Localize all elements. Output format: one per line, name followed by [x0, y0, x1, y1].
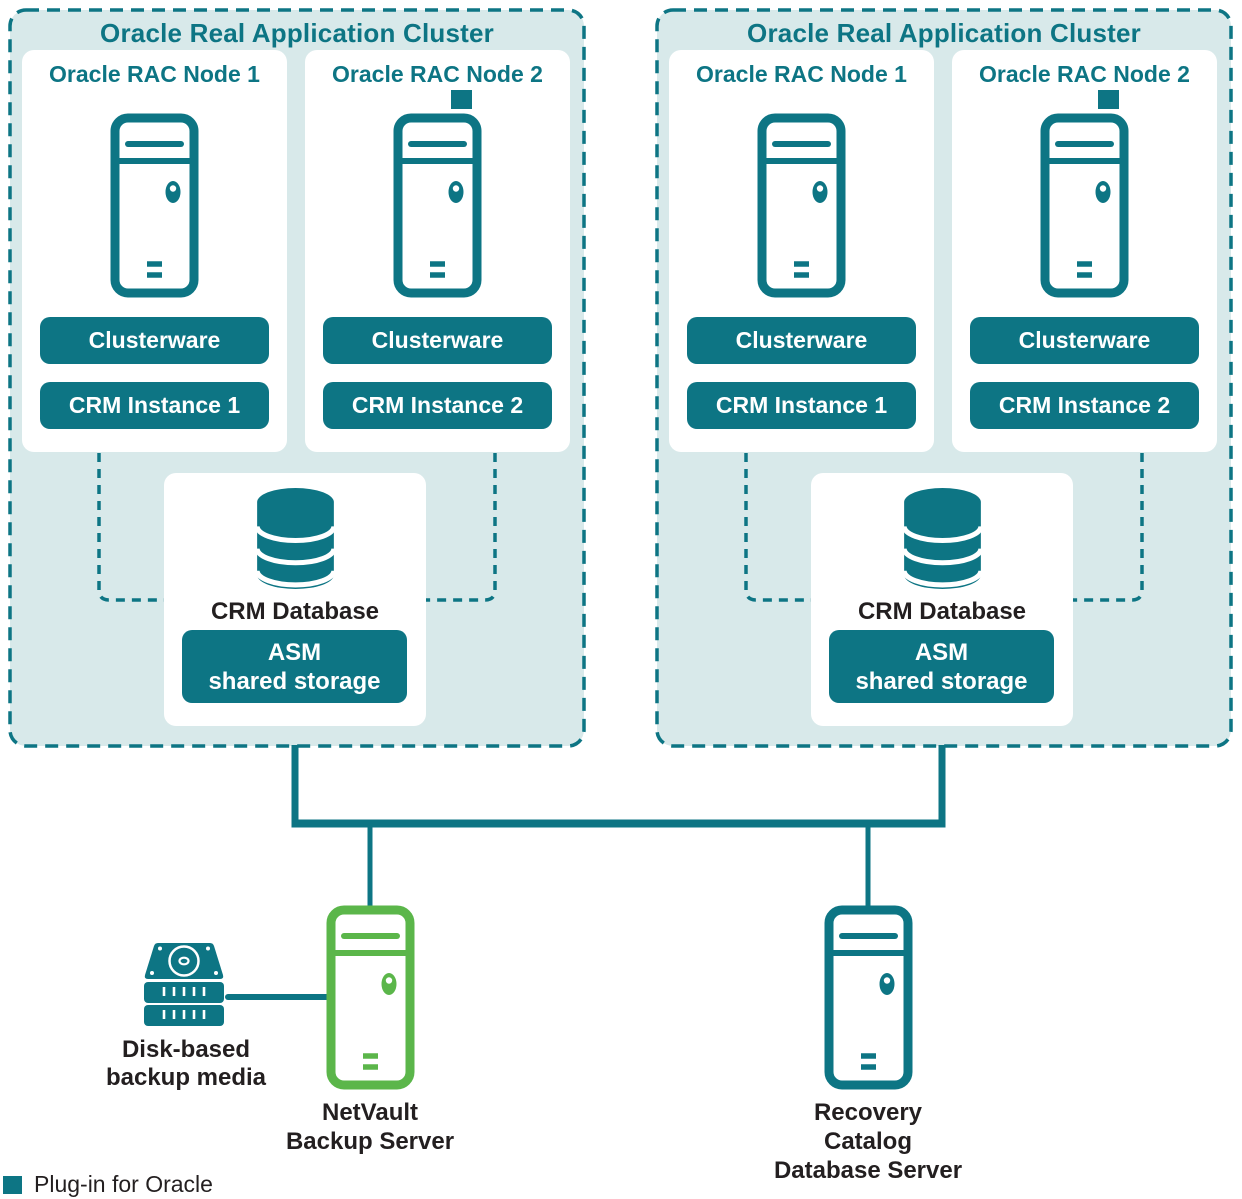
rac-node-2-box [952, 50, 1217, 452]
disk-label-line1: Disk-based [121, 1036, 251, 1063]
netvault-server-icon [326, 905, 415, 1090]
asm-line2: shared storage [208, 667, 381, 695]
recovery-label-line1: Recovery Catalog [813, 1099, 923, 1155]
rac-node-1-box [669, 50, 934, 452]
asm-shared-storage-box [829, 630, 1054, 703]
crm-instance-box: CRM Instance 1 [687, 382, 916, 429]
database-cylinder-icon [901, 486, 984, 591]
tower-server-icon [757, 113, 846, 298]
netvault-label-line1: NetVault [321, 1099, 419, 1126]
oracle-rac-cluster-1 [8, 8, 586, 748]
rac-node-2-box [305, 50, 570, 452]
crm-database-box [811, 473, 1073, 726]
disk-backup-media-label [86, 1036, 286, 1092]
netvault-server-label [270, 1098, 470, 1156]
plugin-square-icon [1098, 90, 1119, 109]
tower-server-icon [1040, 113, 1129, 298]
cluster-title: Oracle Real Application Cluster [100, 18, 494, 48]
node-title: Oracle RAC Node 2 [979, 61, 1190, 87]
plugin-for-oracle-legend-swatch [3, 1176, 22, 1194]
recovery-label-line2: Database Server [773, 1157, 963, 1184]
crm-database-label: CRM Database [857, 598, 1027, 625]
rac-node-1-box [22, 50, 287, 452]
legend [3, 1171, 213, 1198]
clusterware-box: Clusterware [40, 317, 269, 364]
tower-server-icon [110, 113, 199, 298]
crm-instance-box: CRM Instance 2 [323, 382, 552, 429]
asm-line1: ASM [267, 638, 322, 666]
recovery-catalog-server-icon [824, 905, 913, 1090]
recovery-catalog-server-label [768, 1098, 968, 1185]
oracle-rac-cluster-2 [655, 8, 1233, 748]
clusterware-box: Clusterware [687, 317, 916, 364]
asm-line1: ASM [914, 638, 969, 666]
database-cylinder-icon [254, 486, 337, 591]
crm-instance-box: CRM Instance 1 [40, 382, 269, 429]
crm-database-box [164, 473, 426, 726]
tower-server-icon [393, 113, 482, 298]
netvault-label-line2: Backup Server [285, 1128, 455, 1155]
asm-shared-storage-box [182, 630, 407, 703]
asm-line2: shared storage [855, 667, 1028, 695]
cluster-title: Oracle Real Application Cluster [747, 18, 1141, 48]
clusterware-box: Clusterware [323, 317, 552, 364]
disk-label-line2: backup media [105, 1064, 267, 1091]
node-title: Oracle RAC Node 1 [49, 61, 260, 87]
clusterware-box: Clusterware [970, 317, 1199, 364]
node-title: Oracle RAC Node 1 [696, 61, 907, 87]
disk-stack-icon [143, 942, 225, 1030]
crm-instance-box: CRM Instance 2 [970, 382, 1199, 429]
crm-database-label: CRM Database [210, 598, 380, 625]
node-title: Oracle RAC Node 2 [332, 61, 543, 87]
plugin-square-icon [451, 90, 472, 109]
legend-label: Plug-in for Oracle [34, 1171, 213, 1197]
